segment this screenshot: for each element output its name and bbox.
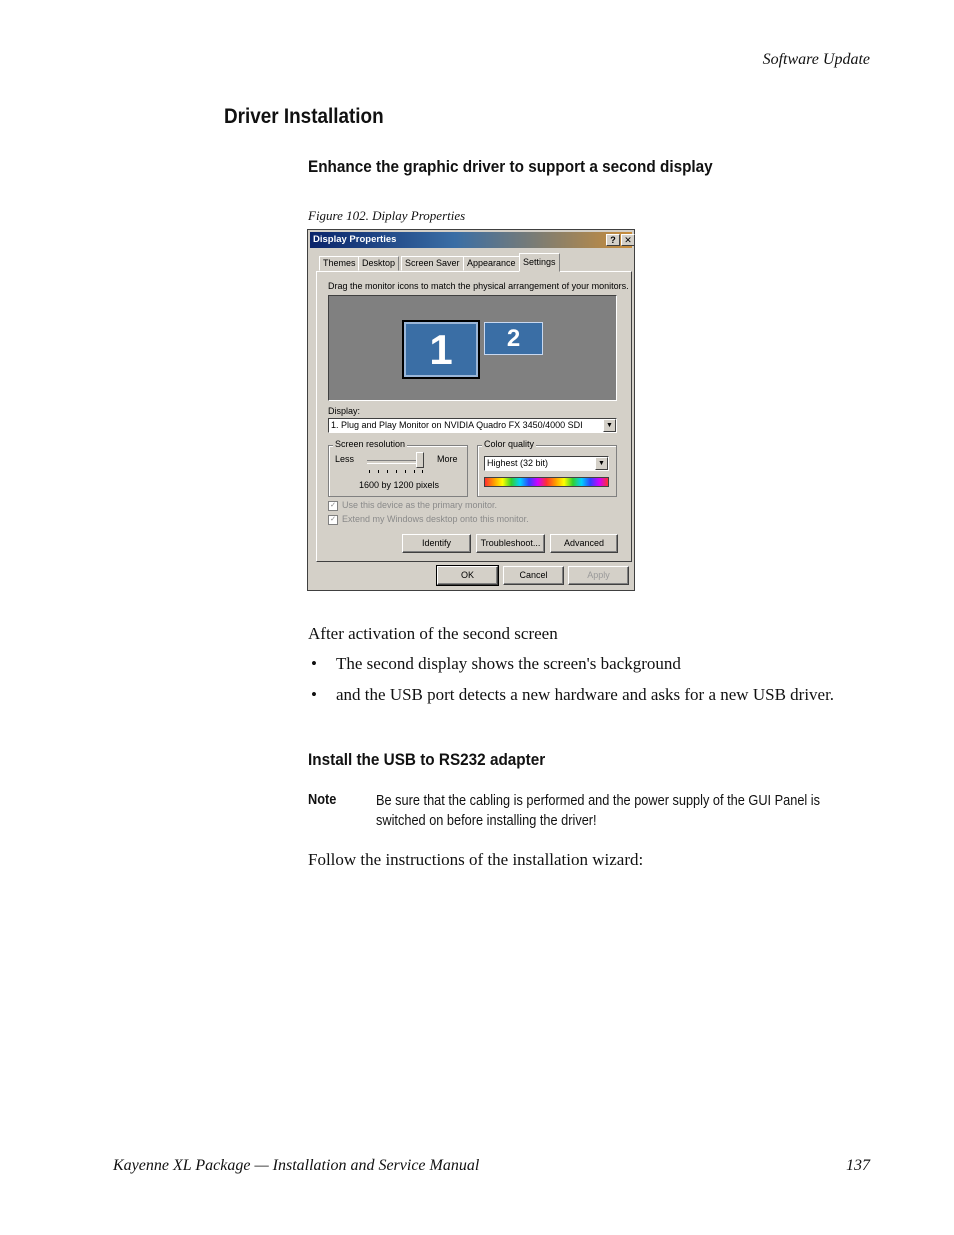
bullet-item: The second display shows the screen's background xyxy=(336,654,681,673)
resolution-less-label: Less xyxy=(335,454,355,464)
bullet-dot: • xyxy=(311,654,317,673)
help-button[interactable]: ? xyxy=(606,234,620,246)
screen-resolution-group xyxy=(328,439,468,497)
slider-tick xyxy=(405,470,406,473)
dialog-titlebar xyxy=(310,232,632,248)
ok-button[interactable]: OK xyxy=(437,566,498,585)
note-text: Be sure that the cabling is performed and the power supply of the GUI Panel is switched on before installing the driver! xyxy=(376,793,821,829)
color-quality-select[interactable] xyxy=(484,456,609,471)
subheading-enhance-driver: Enhance the graphic driver to support a second display xyxy=(308,157,713,176)
drag-instruction: Drag the monitor icons to match the physical arrangement of your monitors. xyxy=(328,281,629,291)
extend-desktop-checkbox[interactable] xyxy=(328,514,529,525)
display-select[interactable] xyxy=(328,418,617,433)
figure-caption: Figure 102. Diplay Properties xyxy=(308,208,466,223)
color-spectrum-bar xyxy=(484,477,609,487)
monitor-1-icon[interactable]: 1 xyxy=(402,320,480,379)
dialog-title: Display Properties xyxy=(313,234,397,245)
slider-tick xyxy=(378,470,379,473)
resolution-value: 1600 by 1200 pixels xyxy=(359,480,440,490)
cancel-button[interactable]: Cancel xyxy=(503,566,564,585)
paragraph-follow-wizard: Follow the instructions of the installation wizard: xyxy=(308,850,644,869)
bullet-dot: • xyxy=(311,685,317,704)
running-header: Software Update xyxy=(762,51,870,68)
chevron-down-icon[interactable]: ▼ xyxy=(603,419,616,432)
checkbox-icon[interactable]: ✓ xyxy=(328,515,338,525)
page-number: 137 xyxy=(846,1157,870,1174)
slider-tick xyxy=(387,470,388,473)
color-quality-title: Color quality xyxy=(484,439,535,449)
paragraph-after-activation: After activation of the second screen xyxy=(308,624,558,643)
color-quality-value: Highest (32 bit) xyxy=(487,458,549,468)
extend-desktop-label: Extend my Windows desktop onto this monitor. xyxy=(342,514,529,524)
bullet-item: and the USB port detects a new hardware and asks for a new USB driver. xyxy=(336,685,835,704)
display-select-value: 1. Plug and Play Monitor on NVIDIA Quadro FX 3450/4000 SDI xyxy=(331,420,583,430)
advanced-button[interactable]: Advanced xyxy=(550,534,618,553)
chevron-down-icon[interactable]: ▼ xyxy=(595,457,608,470)
section-title: Driver Installation xyxy=(224,105,384,128)
display-label: Display: xyxy=(328,406,361,416)
monitor-arrangement-area xyxy=(328,295,617,401)
troubleshoot-button[interactable]: Troubleshoot... xyxy=(476,534,545,553)
subheading-install-usb-adapter: Install the USB to RS232 adapter xyxy=(308,750,546,769)
screen-resolution-title: Screen resolution xyxy=(335,439,406,449)
tab-appearance[interactable]: Appearance xyxy=(463,256,520,271)
note-label: Note xyxy=(308,792,337,808)
primary-monitor-label: Use this device as the primary monitor. xyxy=(342,500,498,510)
checkbox-icon[interactable]: ✓ xyxy=(328,501,338,511)
identify-button[interactable]: Identify xyxy=(402,534,471,553)
apply-button[interactable]: Apply xyxy=(568,566,629,585)
tab-themes[interactable]: Themes xyxy=(319,256,360,271)
footer-title: Kayenne XL Package — Installation and Service Manual xyxy=(113,1157,480,1174)
color-quality-group xyxy=(477,439,617,497)
slider-tick xyxy=(422,470,423,473)
slider-tick xyxy=(414,470,415,473)
tab-screen-saver[interactable]: Screen Saver xyxy=(401,256,464,271)
close-button[interactable]: ✕ xyxy=(621,234,635,246)
resolution-slider-thumb[interactable] xyxy=(416,452,424,468)
slider-tick xyxy=(396,470,397,473)
monitor-2-icon[interactable]: 2 xyxy=(484,322,543,355)
resolution-slider-track[interactable] xyxy=(367,460,423,464)
tab-settings[interactable]: Settings xyxy=(519,253,560,272)
resolution-more-label: More xyxy=(437,454,458,464)
display-properties-dialog xyxy=(307,229,635,591)
primary-monitor-checkbox[interactable] xyxy=(328,500,497,511)
tab-desktop[interactable]: Desktop xyxy=(358,256,399,271)
slider-tick xyxy=(369,470,370,473)
